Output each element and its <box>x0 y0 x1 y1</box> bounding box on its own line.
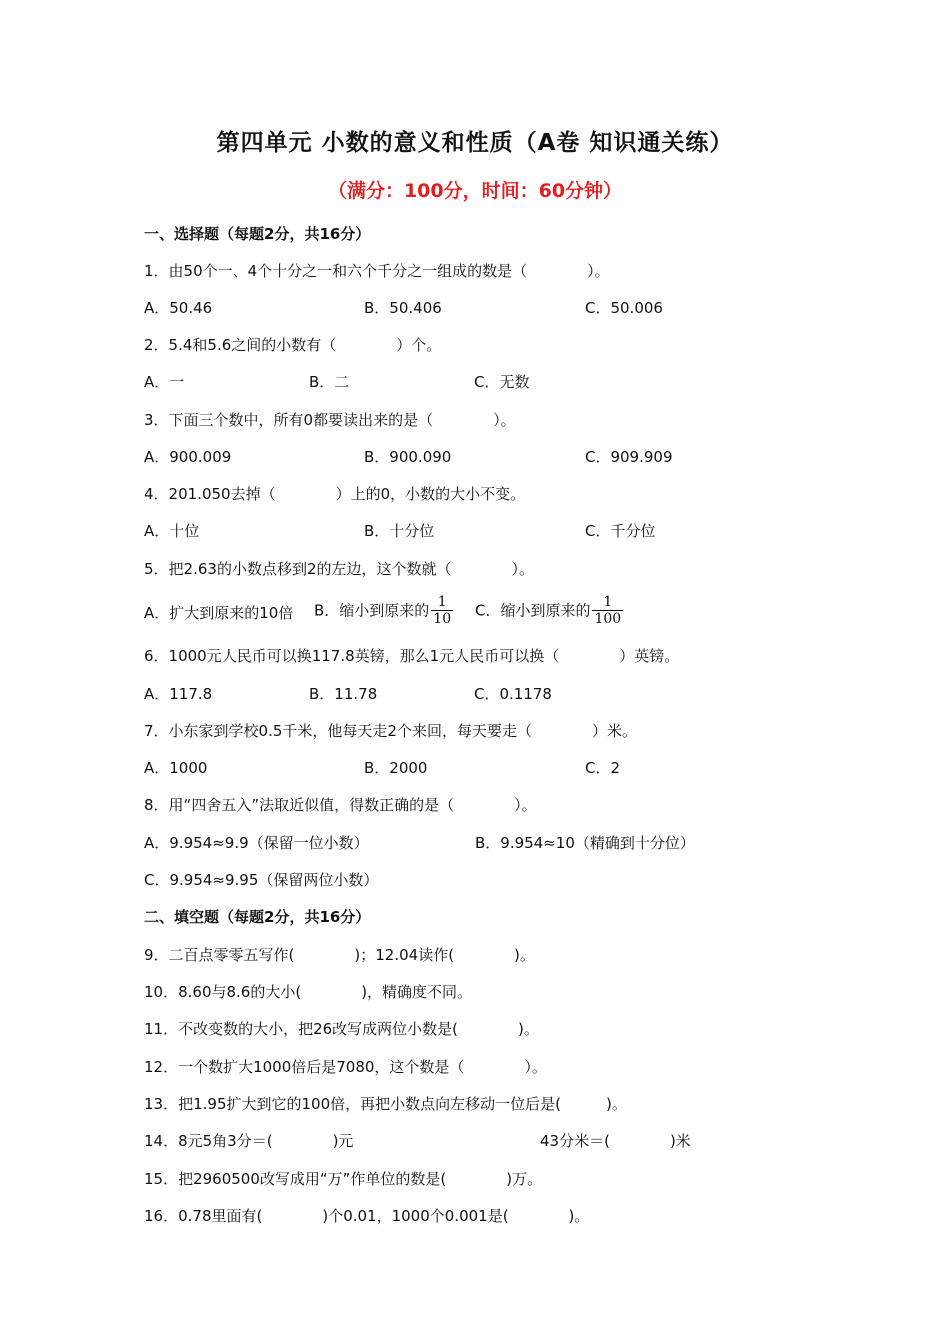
question-16: 16．0.78里面有( )个0.01，1000个0.001是( )。 <box>144 1207 590 1225</box>
q7-option-a: A．1000 <box>144 759 208 777</box>
q8-option-c: C．9.954≈9.95（保留两位小数） <box>144 871 379 889</box>
q4-option-c: C．千分位 <box>585 522 656 540</box>
q6-option-c: C．0.1178 <box>474 685 552 703</box>
question-9: 9．二百点零零五写作( )；12.04读作( )。 <box>144 946 535 964</box>
q1-option-c: C．50.006 <box>585 299 663 317</box>
q2-option-b: B．二 <box>309 373 350 391</box>
question-11: 11．不改变数的大小，把26改写成两位小数是( )。 <box>144 1020 539 1038</box>
q6-option-a: A．117.8 <box>144 685 213 703</box>
fraction-denominator: 100 <box>594 611 622 627</box>
question-6: 6．1000元人民币可以换117.8英镑，那么1元人民币可以换（ ）英镑。 <box>144 647 680 665</box>
question-15: 15．把2960500改写成用“万”作单位的数是( )万。 <box>144 1170 543 1188</box>
question-14-part-b: 43分米＝( )米 <box>540 1132 691 1150</box>
question-13: 13．把1.95扩大到它的100倍，再把小数点向左移动一位后是( )。 <box>144 1095 627 1113</box>
q5-option-a: A．扩大到原来的10倍 <box>144 604 294 622</box>
question-3: 3．下面三个数中，所有0都要读出来的是（ ）。 <box>144 411 516 429</box>
q2-option-c: C．无数 <box>474 373 530 391</box>
q5-option-c-fraction <box>592 594 623 627</box>
q7-option-c: C．2 <box>585 759 621 777</box>
q5-option-b-fraction <box>431 594 453 627</box>
q5-option-b-label: B．缩小到原来的 <box>314 601 430 620</box>
question-12: 12．一个数扩大1000倍后是7080，这个数是（ ）。 <box>144 1058 547 1076</box>
question-14-part-a: 14．8元5角3分＝( )元 <box>144 1132 354 1150</box>
q3-option-a: A．900.009 <box>144 448 232 466</box>
fraction-denominator: 10 <box>433 611 452 627</box>
q5-option-c <box>475 594 625 627</box>
section-heading-choice: 一、选择题（每题2分，共16分） <box>144 225 371 243</box>
fraction-numerator: 1 <box>431 594 453 611</box>
question-7: 7．小东家到学校0.5千米，他每天走2个来回，每天要走（ ）米。 <box>144 722 637 740</box>
q7-option-b: B．2000 <box>364 759 428 777</box>
exam-meta: （满分：100分，时间：60分钟） <box>327 180 623 202</box>
q8-option-b: B．9.954≈10（精确到十分位） <box>475 834 695 852</box>
q5-option-b <box>314 594 455 627</box>
q3-option-b: B．900.090 <box>364 448 452 466</box>
q3-option-c: C．909.909 <box>585 448 673 466</box>
question-10: 10．8.60与8.6的大小( )，精确度不同。 <box>144 983 473 1001</box>
q4-option-b: B．十分位 <box>364 522 435 540</box>
q1-option-a: A．50.46 <box>144 299 213 317</box>
fraction-numerator: 1 <box>592 594 623 611</box>
q4-option-a: A．十位 <box>144 522 200 540</box>
question-4: 4．201.050去掉（ ）上的0，小数的大小不变。 <box>144 485 526 503</box>
q5-option-c-label: C．缩小到原来的 <box>475 601 591 620</box>
page-title: 第四单元 小数的意义和性质（A卷 知识通关练） <box>216 130 734 156</box>
q6-option-b: B．11.78 <box>309 685 378 703</box>
question-1: 1．由50个一、4个十分之一和六个千分之一组成的数是（ ）。 <box>144 262 610 280</box>
question-2: 2．5.4和5.6之间的小数有（ ）个。 <box>144 336 442 354</box>
question-8: 8．用“四舍五入”法取近似值，得数正确的是（ ）。 <box>144 796 537 814</box>
section-heading-fill: 二、填空题（每题2分，共16分） <box>144 908 371 926</box>
question-5: 5．把2.63的小数点移到2的左边，这个数就（ ）。 <box>144 560 534 578</box>
q2-option-a: A．一 <box>144 373 185 391</box>
q1-option-b: B．50.406 <box>364 299 442 317</box>
q8-option-a: A．9.954≈9.9（保留一位小数） <box>144 834 369 852</box>
